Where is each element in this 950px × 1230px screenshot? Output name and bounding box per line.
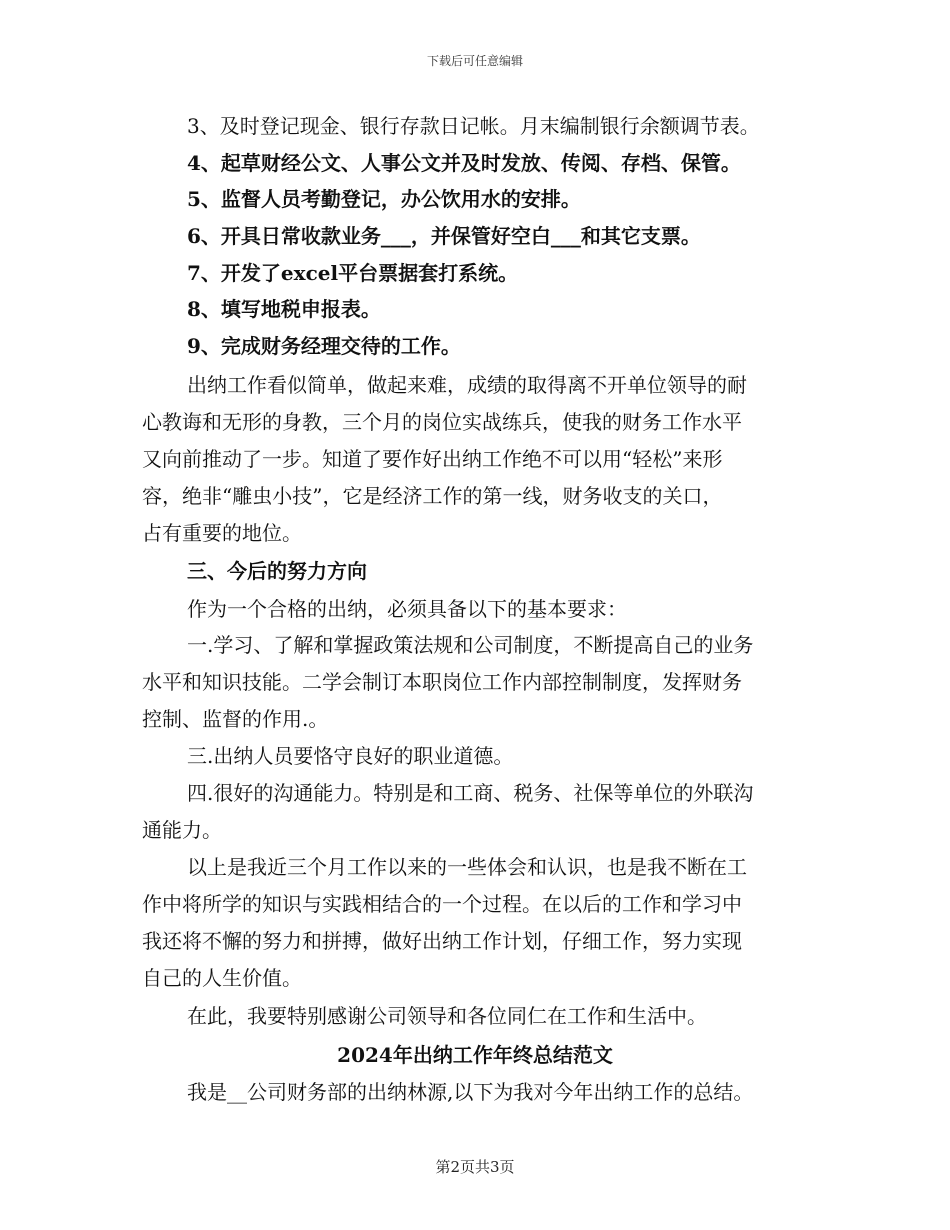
list-item: 7、开发了excel平台票据套打系统。 bbox=[187, 261, 519, 285]
paragraph-line: 四.很好的沟通能力。特别是和工商、税务、社保等单位的外联沟 bbox=[187, 781, 754, 805]
list-item: 9、完成财务经理交待的工作。 bbox=[187, 334, 461, 358]
paragraph-line: 水平和知识技能。二学会制订本职岗位工作内部控制制度，发挥财务 bbox=[142, 670, 742, 694]
paragraph-line: 心教诲和无形的身教，三个月的岗位实战练兵，使我的财务工作水平 bbox=[142, 410, 742, 434]
paragraph-line: 作中将所学的知识与实践相结合的一个过程。在以后的工作和学习中 bbox=[142, 892, 742, 916]
paragraph-line: 又向前推动了一步。知道了要作好出纳工作绝不可以用“轻松”来形 bbox=[142, 447, 723, 471]
paragraph-line: 作为一个合格的出纳，必须具备以下的基本要求： bbox=[187, 597, 627, 621]
list-item: 5、监督人员考勤登记，办公饮用水的安排。 bbox=[187, 187, 581, 211]
section-heading: 三、今后的努力方向 bbox=[187, 559, 367, 583]
list-item: 6、开具日常收款业务___，并保管好空白___和其它支票。 bbox=[187, 224, 701, 248]
paragraph-line: 容，绝非“雕虫小技”，它是经济工作的第一线，财务收支的关口， bbox=[142, 484, 723, 508]
list-item: 3、及时登记现金、银行存款日记帐。月末编制银行余额调节表。 bbox=[187, 114, 760, 138]
paragraph-line: 控制、监督的作用.。 bbox=[142, 707, 329, 731]
paragraph-line: 通能力。 bbox=[142, 818, 222, 842]
paragraph-line: 在此，我要特别感谢公司领导和各位同仁在工作和生活中。 bbox=[187, 1004, 707, 1028]
paragraph-line: 占有重要的地位。 bbox=[142, 521, 302, 545]
page-header-note: 下载后可任意编辑 bbox=[426, 54, 523, 68]
page-number: 第2页共3页 bbox=[435, 1158, 515, 1176]
list-item: 8、填写地税申报表。 bbox=[187, 297, 381, 321]
paragraph-line: 我是__公司财务部的出纳林源,以下为我对今年出纳工作的总结。 bbox=[187, 1080, 754, 1104]
paragraph-line: 自己的人生价值。 bbox=[142, 966, 302, 990]
paragraph-line: 出纳工作看似简单，做起来难，成绩的取得离不开单位领导的耐 bbox=[187, 373, 747, 397]
paragraph-line: 我还将不懈的努力和拼搏，做好出纳工作计划，仔细工作，努力实现 bbox=[142, 929, 742, 953]
list-item: 4、起草财经公文、人事公文并及时发放、传阅、存档、保管。 bbox=[187, 151, 741, 175]
document-title: 2024年出纳工作年终总结范文 bbox=[337, 1043, 613, 1067]
paragraph-line: 一.学习、了解和掌握政策法规和公司制度，不断提高自己的业务 bbox=[187, 633, 754, 657]
paragraph-line: 以上是我近三个月工作以来的一些体会和认识，也是我不断在工 bbox=[187, 855, 747, 879]
paragraph-line: 三.出纳人员要恪守良好的职业道德。 bbox=[187, 744, 514, 768]
